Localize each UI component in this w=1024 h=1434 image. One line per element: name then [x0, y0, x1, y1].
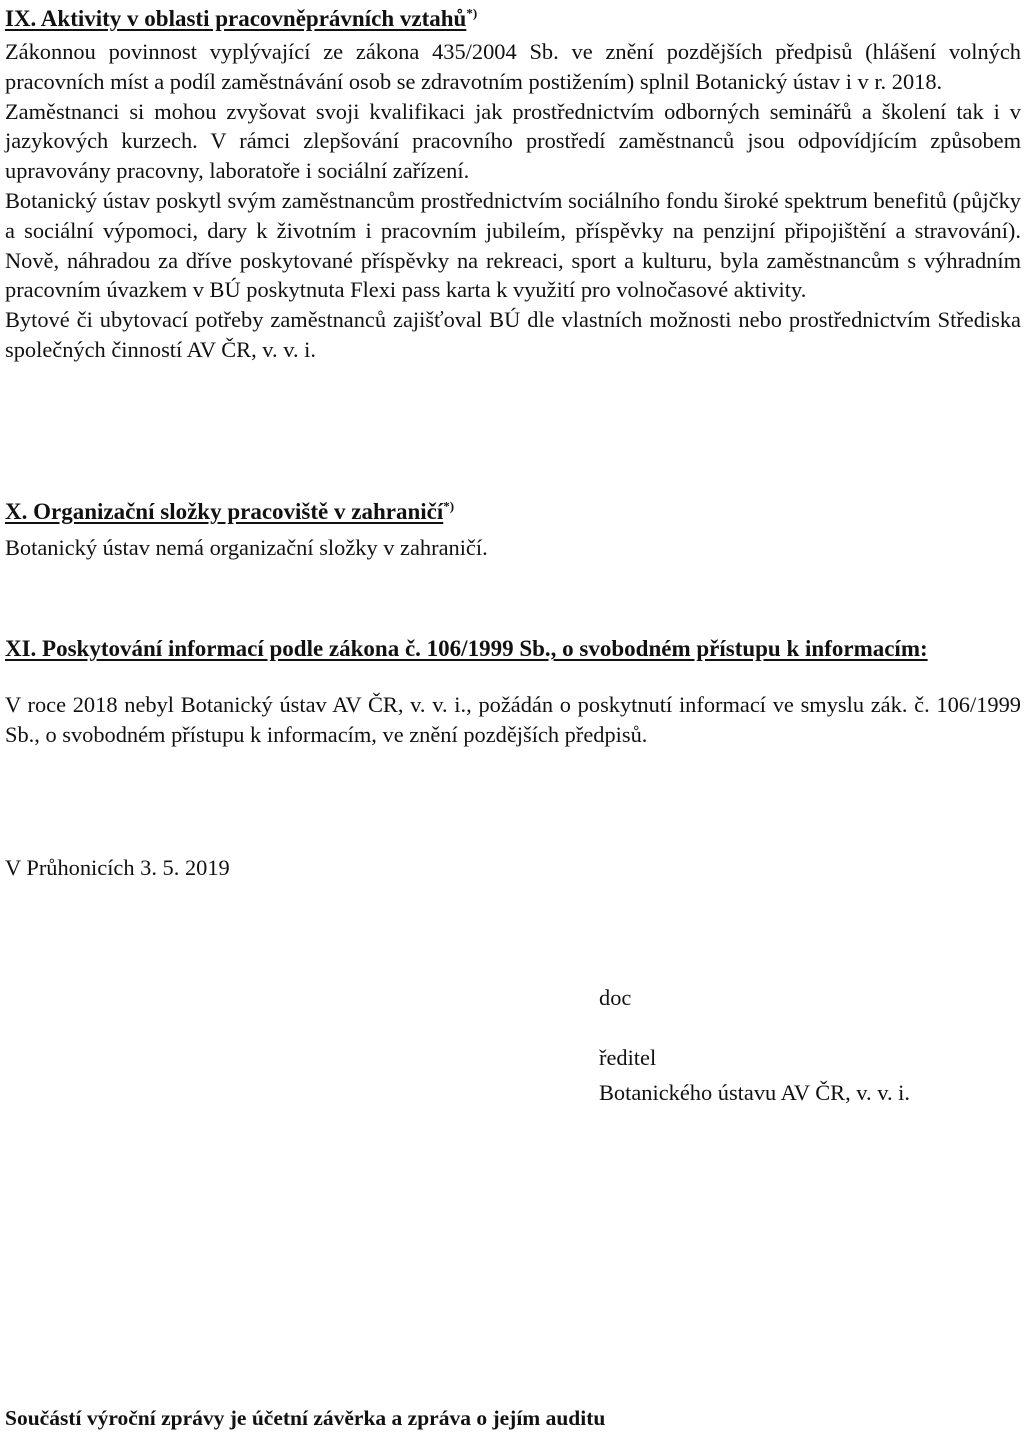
section-xi-heading [5, 634, 1021, 664]
section-ix-paragraph-3: Botanický ústav poskytl svým zaměstnancům prostřednictvím sociálního fondu široké spektrum benefitů (půjčky a sociální výpomoci, dary k životním i pracovním jubileím, příspěvky na penzijní připojištění a stravování). Nově, náhradou za dříve poskytované příspěvky na rekreaci, sport a kulturu, byla zaměstnancům s výhradním pracovním úvazkem v BÚ poskytnuta Flexi pass karta k využití pro volnočasové aktivity. [5, 187, 1021, 303]
section-ix-footnote-marker: *) [466, 5, 478, 21]
section-ix-paragraph-4: Bytové či ubytovací potřeby zaměstnanců zajišťoval BÚ dle vlastních možnosti nebo prostřednictvím Střediska společných činností AV ČR, v. v. i. [5, 307, 1021, 362]
place-date: V Průhonicích 3. 5. 2019 [5, 855, 230, 880]
section-ix-paragraph-1: Zákonnou povinnost vyplývající ze zákona 435/2004 Sb. ve znění pozdějších předpisů (hlášení volných pracovních míst a podíl zaměstnávání osob se zdravotním postižením) splnil Botanický ústav i v r. 2018. [5, 39, 1021, 94]
section-ix-body [5, 37, 1021, 365]
section-x-paragraph-1: Botanický ústav nemá organizační složky v zahraničí. [5, 535, 488, 560]
section-x-body [5, 533, 1021, 563]
section-x-heading [5, 497, 1021, 527]
signature-role: ředitel [599, 1045, 657, 1070]
section-ix-heading-text: IX. Aktivity v oblasti pracovněprávních vztahů [5, 6, 467, 31]
section-xi-heading-text: XI. Poskytování informací podle zákona č. 106/1999 Sb., o svobodném přístupu k informacím: [5, 636, 928, 661]
section-xi-body [5, 690, 1021, 750]
section-xi-paragraph-1: V roce 2018 nebyl Botanický ústav AV ČR, v. v. i., požádán o poskytnutí informací ve smyslu zák. č. 106/1999 Sb., o svobodném přístupu k informacím, ve znění pozdějších předpisů. [5, 692, 1021, 747]
signature-institution: Botanického ústavu AV ČR, v. v. i. [599, 1080, 910, 1105]
section-x-footnote-marker: *) [443, 498, 455, 514]
section-ix-paragraph-2: Zaměstnanci si mohou zvyšovat svoji kvalifikaci jak prostřednictvím odborných seminářů a školení tak i v jazykových kurzech. V rámci zlepšování pracovního prostředí zaměstnanců jsou odpovídjícím způsobem upravovány pracovny, laboratoře i sociální zařízení. [5, 98, 1021, 184]
section-x-heading-text: X. Organizační složky pracoviště v zahraničí [5, 499, 444, 524]
signature-title: doc [599, 985, 632, 1010]
section-ix-heading [5, 4, 1021, 34]
footer-note: Součástí výroční zprávy je účetní závěrka a zpráva o jejím auditu [5, 1406, 606, 1430]
